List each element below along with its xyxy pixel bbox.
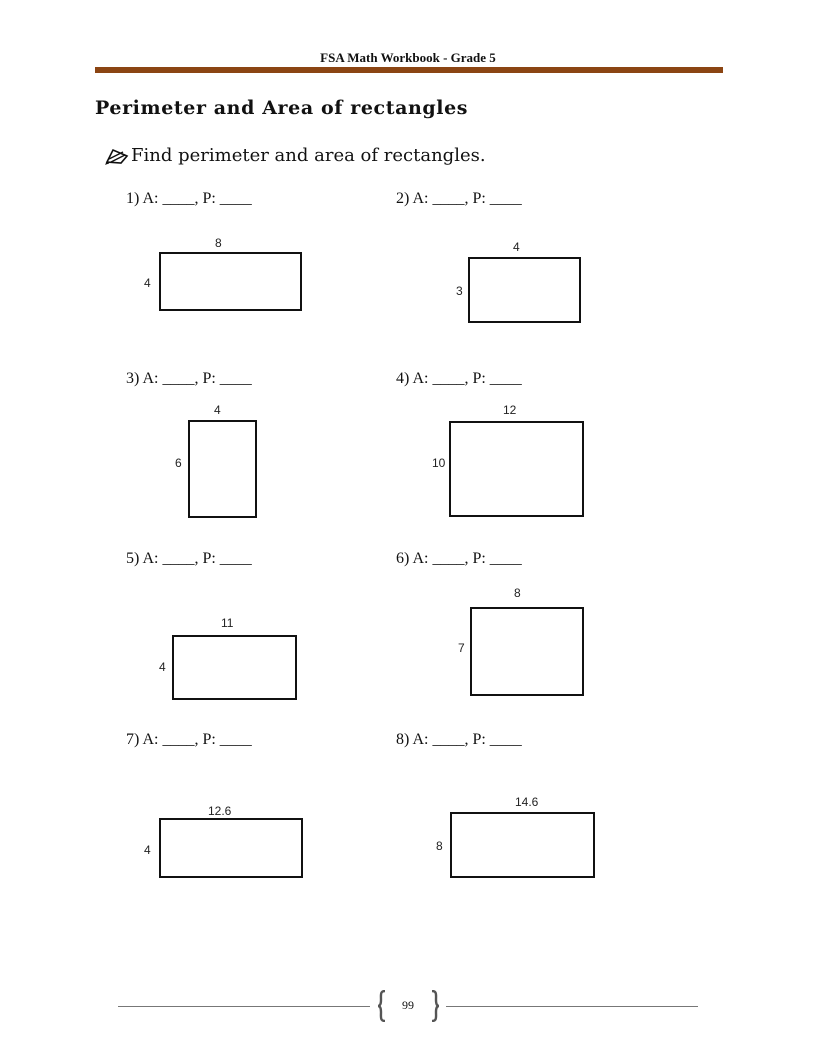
problem-4-label: 4) A: ____, P: ____ <box>396 370 522 387</box>
problem-2-rectangle <box>468 257 581 323</box>
problem-4-height-label: 10 <box>432 456 446 470</box>
problem-8-label: 8) A: ____, P: ____ <box>396 731 522 748</box>
problem-6-rectangle <box>470 607 584 696</box>
page-number: 99 <box>402 998 414 1012</box>
footer-rule-right <box>446 1006 698 1007</box>
problem-6-label: 6) A: ____, P: ____ <box>396 550 522 567</box>
workbook-header-title: FSA Math Workbook - Grade 5 <box>320 50 496 65</box>
problem-2-label: 2) A: ____, P: ____ <box>396 190 522 207</box>
problem-8-height-label: 8 <box>436 839 443 853</box>
problem-7-rectangle <box>159 818 303 878</box>
problem-2-height-label: 3 <box>456 284 463 298</box>
problem-5-width-label: 11 <box>221 616 234 630</box>
problem-5-height-label: 4 <box>159 660 166 674</box>
problem-1-height-label: 4 <box>144 276 151 290</box>
instruction-text: Find perimeter and area of rectangles. <box>131 145 486 166</box>
problem-7-width-label: 12.6 <box>208 804 232 818</box>
problem-3-width-label: 4 <box>214 403 221 417</box>
problem-1-rectangle <box>159 252 302 311</box>
problem-6-height-label: 7 <box>458 641 465 655</box>
instruction <box>105 145 486 166</box>
page-title: Perimeter and Area of rectangles <box>95 97 469 119</box>
problem-5-label: 5) A: ____, P: ____ <box>126 550 252 567</box>
problem-1-label: 1) A: ____, P: ____ <box>126 190 252 207</box>
problem-8-width-label: 14.6 <box>515 795 539 809</box>
footer-right-bracket <box>430 990 440 1022</box>
problem-3-height-label: 6 <box>175 456 182 470</box>
problem-5-rectangle <box>172 635 297 700</box>
problem-1-width-label: 8 <box>215 236 222 250</box>
problem-4-width-label: 12 <box>503 403 517 417</box>
problem-3-label: 3) A: ____, P: ____ <box>126 370 252 387</box>
footer-rule-left <box>118 1006 370 1007</box>
problem-7-height-label: 4 <box>144 843 151 857</box>
problem-2-width-label: 4 <box>513 240 520 254</box>
header-divider-bar <box>95 67 723 73</box>
problem-8-rectangle <box>450 812 595 878</box>
problem-3-rectangle <box>188 420 257 518</box>
problem-7-label: 7) A: ____, P: ____ <box>126 731 252 748</box>
problem-6-width-label: 8 <box>514 586 521 600</box>
pencil-icon <box>105 147 131 165</box>
footer-left-bracket <box>377 990 387 1022</box>
problem-4-rectangle <box>449 421 584 517</box>
